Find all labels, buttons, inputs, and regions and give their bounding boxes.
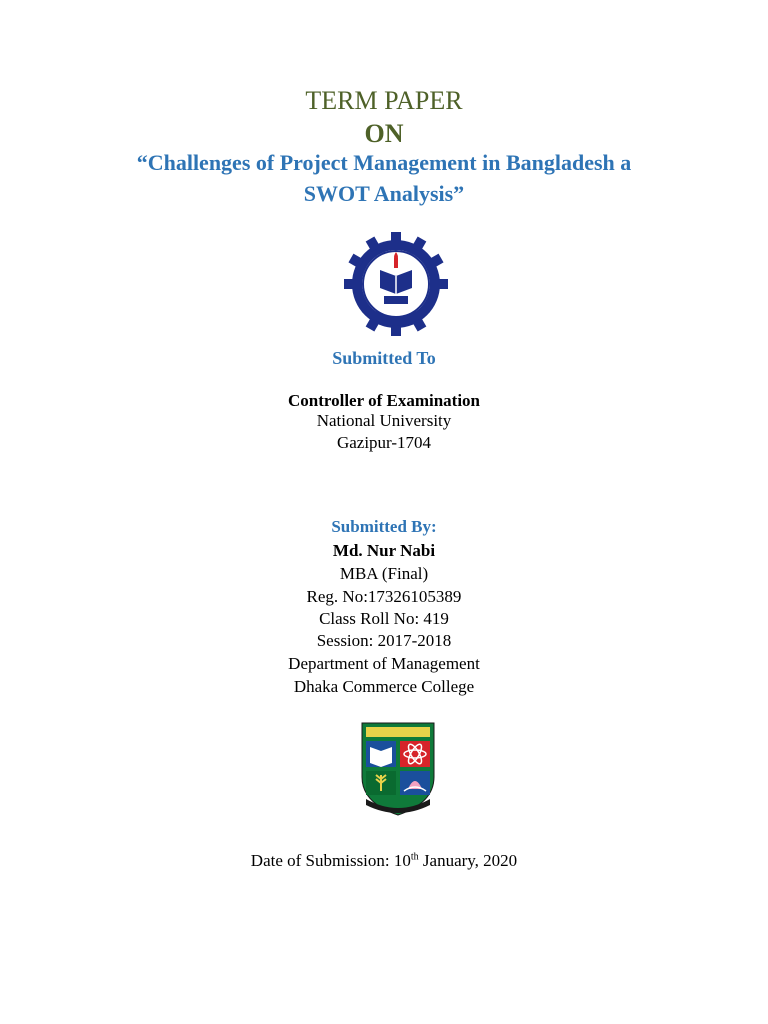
document-title: TERM PAPER (305, 86, 463, 115)
submission-date (0, 851, 768, 871)
college-logo-icon (344, 232, 448, 342)
student-session: Session: 2017-2018 (316, 631, 452, 650)
document-title-on: ON (364, 119, 404, 148)
paper-subject-line-1: “Challenges of Project Management in Bangladesh a (136, 150, 632, 175)
student-registration: Reg. No:17326105389 (306, 587, 462, 606)
university-logo-icon (358, 721, 438, 817)
atom-icon (400, 741, 430, 767)
submitted-to-heading: Submitted To (332, 348, 436, 368)
lotus-icon (400, 771, 430, 795)
submitted-by-heading: Submitted By: (331, 517, 437, 536)
student-college: Dhaka Commerce College (293, 677, 475, 696)
submission-date-ordinal: th (410, 851, 419, 863)
student-program: MBA (Final) (339, 564, 429, 583)
recipient-title: Controller of Examination (287, 391, 481, 410)
student-roll: Class Roll No: 419 (319, 609, 449, 628)
recipient-location: Gazipur-1704 (336, 433, 432, 452)
student-name: Md. Nur Nabi (332, 541, 436, 560)
book-icon (366, 741, 396, 767)
submission-date-prefix: Date of Submission: 10 (250, 851, 411, 870)
submission-date-suffix: January, 2020 (418, 851, 518, 870)
student-department: Department of Management (288, 654, 480, 673)
wheat-icon (366, 771, 396, 795)
recipient-institution: National University (316, 411, 452, 430)
paper-subject-line-2: SWOT Analysis” (303, 181, 465, 206)
